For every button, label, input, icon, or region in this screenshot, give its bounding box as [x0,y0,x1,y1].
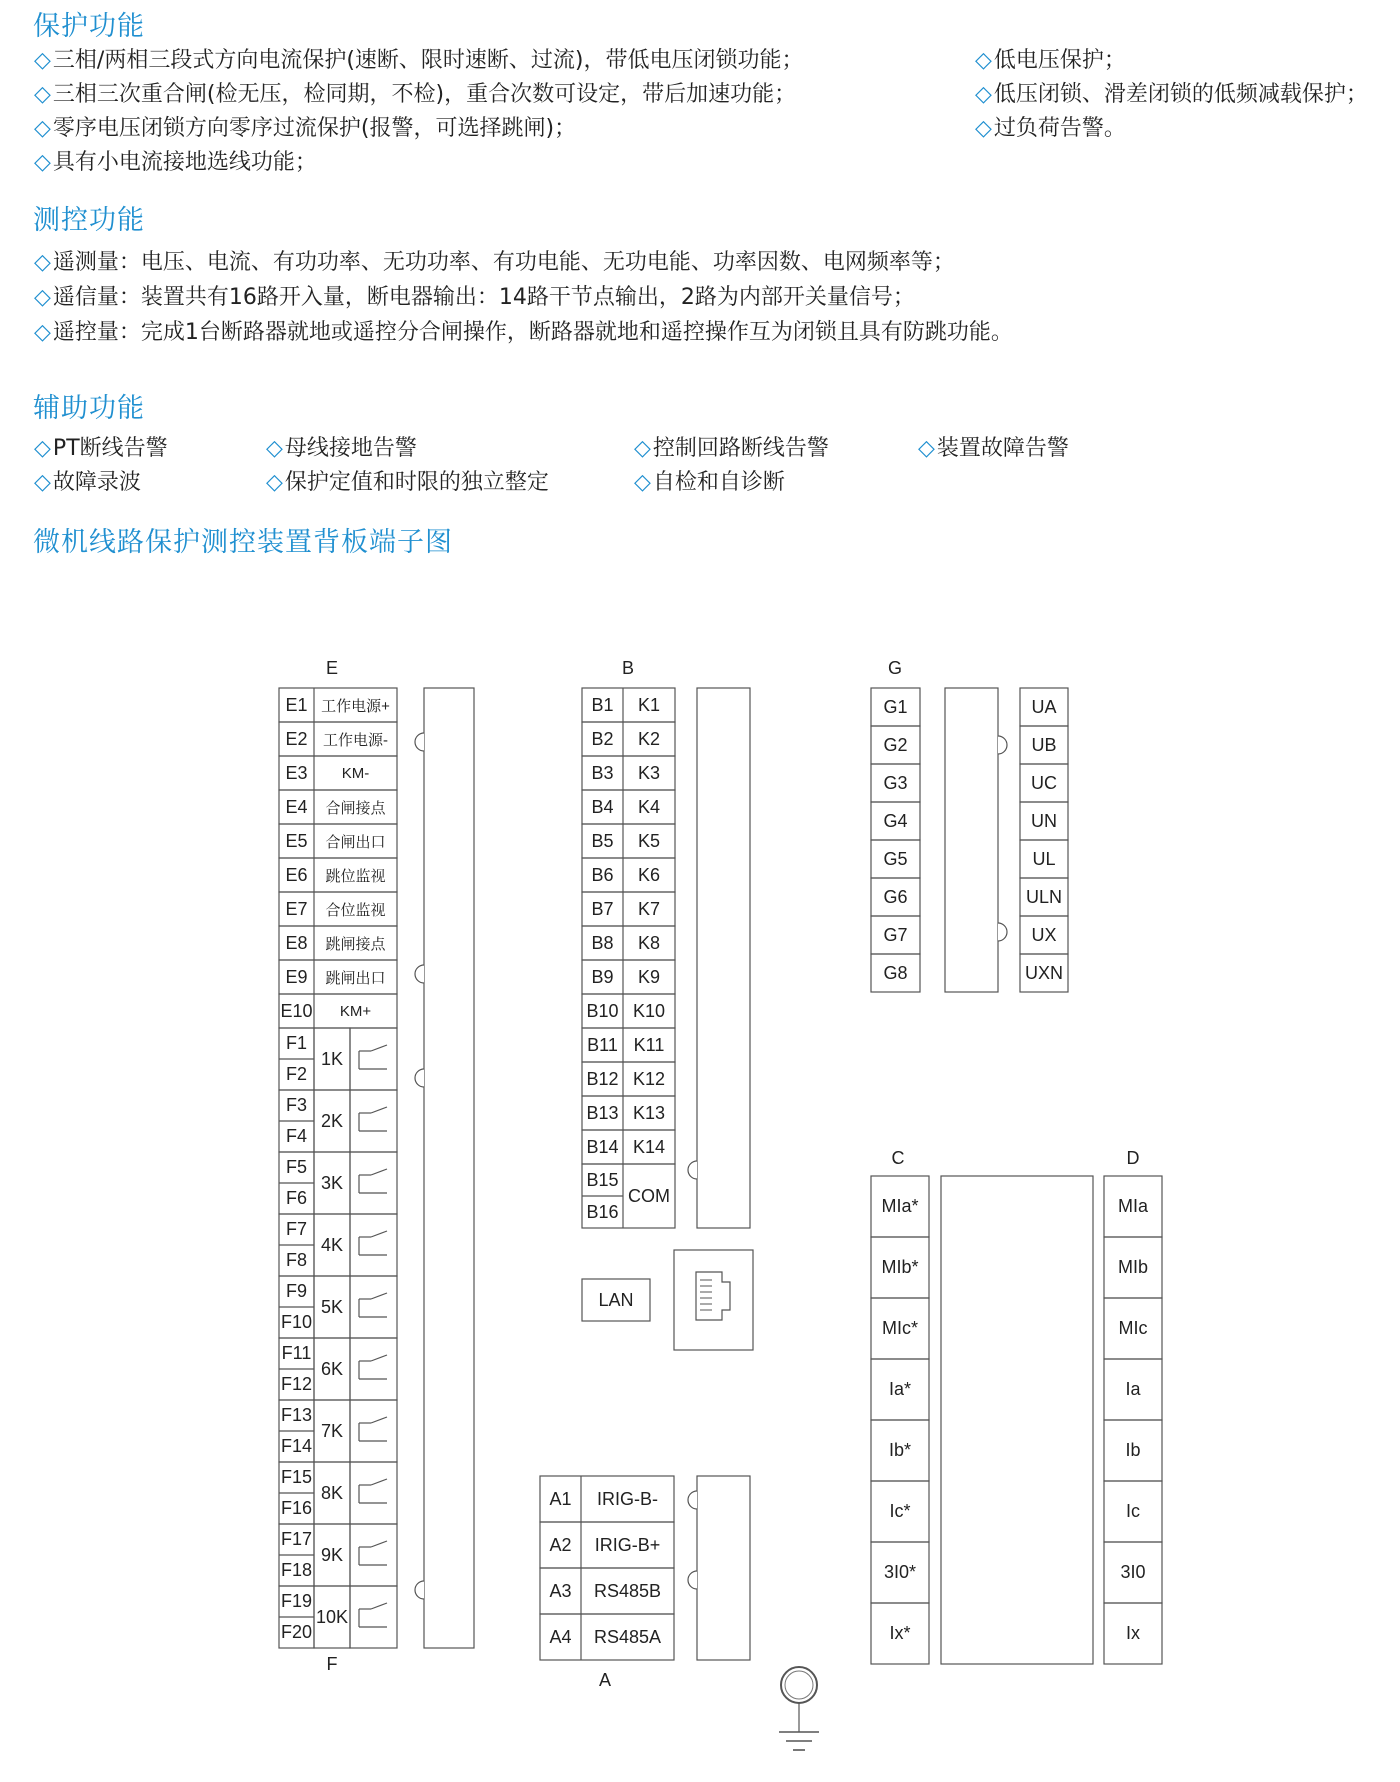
diamond-bullet-icon: ◇ [975,82,992,107]
terminal-pin-G: G3 [883,772,908,793]
diamond-bullet-icon: ◇ [266,436,283,461]
item-text: 故障录波 [52,470,141,495]
terminal-signal-E: KM- [341,764,370,782]
terminal-pin-D: Ic [1125,1501,1140,1521]
diamond-bullet-icon: ◇ [34,470,51,495]
relay-contact-box [350,1028,397,1090]
terminal-pin-G: G2 [883,734,908,755]
control-item [34,245,955,276]
group-label-D: D [1126,1148,1140,1168]
item-text: 三相/两相三段式方向电流保护(速断、限时速断、过流)，带低电压闭锁功能； [52,48,804,73]
diamond-bullet-icon: ◇ [634,470,651,495]
terminal-signal-A: RS485A [593,1626,662,1647]
diamond-bullet-icon: ◇ [34,82,51,107]
terminal-pin-C: Ib* [888,1440,912,1460]
diamond-bullet-icon: ◇ [975,48,992,73]
terminal-signal-A: IRIG-B+ [594,1534,661,1555]
terminal-pin-F: F20 [280,1622,313,1642]
terminal-pin-C: Ix* [889,1623,911,1643]
terminal-pin-E: E2 [285,728,308,749]
terminal-pin-G: G7 [883,924,908,945]
connector-notch [998,736,1007,754]
protection-item [34,77,796,108]
connector-notch [998,923,1007,941]
protection-item [34,111,576,142]
relay-contact-box [350,1152,397,1214]
group-label-F: F [326,1654,338,1674]
terminal-pin-A: A3 [549,1580,572,1601]
terminal-signal-E: 合位监视 [325,901,386,919]
terminal-signal-B: K12 [632,1068,666,1089]
terminal-pin-D: MIa [1117,1196,1148,1216]
item-text: 遥测量：电压、电流、有功功率、无功功率、有功电能、无功电能、功率因数、电网频率等； [52,250,955,275]
relay-contact-icon [371,1107,387,1113]
ground-icon [781,1667,817,1703]
relay-label: 10K [315,1606,349,1627]
relay-label: 7K [320,1420,344,1441]
terminal-pin-D: Ia [1125,1379,1141,1399]
terminal-signal-B: K5 [637,830,661,851]
terminal-signal-B: K4 [637,796,661,817]
terminal-signal-E: 跳位监视 [325,867,386,885]
diamond-bullet-icon: ◇ [918,436,935,461]
terminal-pin-C: Ic* [889,1501,911,1521]
terminal-signal-B: K9 [637,966,661,987]
group-label-C: C [891,1148,905,1168]
diamond-bullet-icon: ◇ [266,470,283,495]
relay-label: 3K [320,1172,344,1193]
terminal-pin-F: F5 [285,1157,307,1177]
terminal-signal-G: UC [1031,772,1057,793]
protection-title: 保护功能 [33,11,145,42]
item-text: 母线接地告警 [284,436,417,461]
relay-contact-icon [371,1231,387,1237]
terminal-pin-D: 3I0 [1120,1562,1146,1582]
relay-contact-icon [371,1417,387,1423]
item-text: 遥控量：完成1台断路器就地或遥控分合闸操作，断路器就地和遥控操作互为闭锁且具有防跳功能。 [52,320,1013,345]
relay-contact-icon [371,1045,387,1051]
diamond-bullet-icon: ◇ [634,436,651,461]
terminal-signal-B: K11 [633,1034,665,1055]
terminal-pin-A: A2 [549,1534,572,1555]
terminal-signal-E: 工作电源- [323,731,388,749]
terminal-signal-B: COM [628,1185,670,1206]
terminal-signal-B: K13 [632,1102,666,1123]
relay-contact-box [350,1214,397,1276]
terminal-pin-D: Ix [1125,1623,1140,1643]
relay-label: 8K [320,1482,344,1503]
terminal-pin-B: B16 [586,1201,619,1222]
terminal-pin-F: F1 [285,1033,307,1053]
terminal-pin-B: B15 [586,1169,619,1190]
diagram-title: 微机线路保护测控装置背板端子图 [33,527,453,558]
terminal-signal-E: 合闸接点 [325,799,386,817]
terminal-pin-D: MIb [1117,1257,1148,1277]
connector-body-E [424,688,474,1648]
terminal-pin-G: G4 [883,810,908,831]
terminal-pin-F: F19 [280,1591,313,1611]
terminal-pin-F: F7 [285,1219,307,1239]
relay-label: 6K [320,1358,344,1379]
relay-contact-box [350,1276,397,1338]
terminal-pin-E: E3 [285,762,308,783]
item-text: 保护定值和时限的独立整定 [284,470,549,495]
control-item [34,315,1013,346]
relay-contact-icon [371,1479,387,1485]
item-text: 低压闭锁、滑差闭锁的低频减载保护； [993,82,1368,107]
terminal-pin-B: B2 [591,728,614,749]
terminal-pin-E: E5 [285,830,308,851]
terminal-pin-G: G6 [883,886,908,907]
auxiliary-item [918,431,1069,462]
terminal-signal-G: UA [1031,696,1057,717]
terminal-pin-F: F16 [280,1498,313,1518]
terminal-pin-B: B7 [591,898,614,919]
terminal-pin-C: MIb* [881,1257,919,1277]
terminal-signal-B: K1 [637,694,661,715]
terminal-pin-B: B12 [586,1068,619,1089]
terminal-pin-A: A4 [549,1626,572,1647]
relay-contact-box [350,1524,397,1586]
group-label-E: E [325,658,339,678]
terminal-pin-B: B8 [591,932,614,953]
terminal-pin-B: B4 [591,796,614,817]
terminal-pin-F: F15 [280,1467,313,1487]
relay-label: 9K [320,1544,344,1565]
terminal-signal-B: K7 [637,898,661,919]
terminal-signal-G: UL [1032,848,1056,869]
lan-label: LAN [598,1289,634,1310]
connector-notch [415,1069,424,1087]
item-text: 零序电压闭锁方向零序过流保护(报警，可选择跳闸)； [52,116,577,141]
terminal-pin-E: E9 [285,966,308,987]
terminal-pin-F: F6 [285,1188,307,1208]
terminal-pin-D: MIc [1118,1318,1148,1338]
protection-item [975,77,1368,108]
group-label-G: G [887,658,903,678]
terminal-signal-B: K2 [637,728,661,749]
terminal-pin-F: F14 [280,1436,313,1456]
relay-contact-icon [371,1293,387,1299]
terminal-signal-B: K14 [632,1136,666,1157]
relay-contact-box [350,1462,397,1524]
terminal-pin-E: E8 [285,932,308,953]
relay-contact-icon [371,1355,387,1361]
relay-contact-box [350,1338,397,1400]
terminal-pin-D: Ib [1125,1440,1141,1460]
item-text: 低电压保护； [993,48,1126,73]
diamond-bullet-icon: ◇ [34,116,51,141]
terminal-pin-F: F9 [285,1281,307,1301]
terminal-signal-E: 合闸出口 [325,833,386,851]
relay-contact-icon [371,1603,387,1609]
terminal-signal-E: 跳闸出口 [325,969,386,987]
terminal-signal-B: K8 [637,932,661,953]
group-label-A: A [598,1670,612,1690]
connector-notch [688,1161,697,1179]
auxiliary-item [634,431,829,462]
protection-item [34,145,317,176]
control-title: 测控功能 [33,205,145,236]
terminal-signal-E: 跳闸接点 [325,935,386,953]
terminal-pin-B: B3 [591,762,614,783]
item-text: 自检和自诊断 [652,470,785,495]
item-text: 装置故障告警 [936,436,1069,461]
relay-contact-box [350,1400,397,1462]
diamond-bullet-icon: ◇ [34,436,51,461]
diamond-bullet-icon: ◇ [975,116,992,141]
terminal-pin-E: E7 [285,898,308,919]
terminal-pin-B: B9 [591,966,614,987]
auxiliary-title: 辅助功能 [33,393,145,424]
terminal-pin-B: B14 [586,1136,619,1157]
control-item [34,280,915,311]
auxiliary-item [266,465,549,496]
terminal-pin-B: B6 [591,864,614,885]
rj45-port-icon [696,1272,730,1320]
auxiliary-item [266,431,417,462]
connector-body-G [945,688,998,992]
group-label-B: B [621,658,635,678]
terminal-pin-C: MIc* [882,1318,918,1338]
terminal-signal-A: IRIG-B- [597,1488,658,1509]
terminal-signal-G: UX [1031,924,1057,945]
terminal-pin-F: F11 [281,1343,312,1363]
connector-body-B [697,688,750,1228]
terminal-pin-C: MIa* [881,1196,919,1216]
item-text: 遥信量：装置共有16路开入量，断电器输出：14路干节点输出，2路为内部开关量信号； [52,285,915,310]
auxiliary-item [34,465,141,496]
connector-notch [415,733,424,751]
terminal-pin-B: B10 [586,1000,619,1021]
terminal-signal-B: K10 [632,1000,666,1021]
terminal-signal-G: UXN [1024,962,1063,983]
terminal-pin-A: A1 [549,1488,572,1509]
terminal-pin-F: F10 [280,1312,313,1332]
terminal-pin-E: E6 [285,864,308,885]
terminal-pin-F: F17 [280,1529,313,1549]
terminal-signal-B: K3 [637,762,661,783]
protection-item [975,111,1126,142]
terminal-pin-F: F8 [285,1250,307,1270]
connector-notch [415,965,424,983]
terminal-pin-G: G8 [883,962,908,983]
relay-contact-box [350,1586,397,1648]
relay-label: 5K [320,1296,344,1317]
terminal-signal-B: K6 [637,864,661,885]
terminal-pin-F: F18 [280,1560,313,1580]
item-text: 具有小电流接地选线功能； [52,150,317,175]
item-text: 控制回路断线告警 [652,436,829,461]
terminal-pin-G: G1 [883,696,908,717]
terminal-pin-E: E4 [285,796,308,817]
relay-label: 4K [320,1234,344,1255]
terminal-pin-G: G5 [883,848,908,869]
diamond-bullet-icon: ◇ [34,320,51,345]
terminal-signal-G: UN [1031,810,1057,831]
protection-item [975,43,1126,74]
terminal-signal-E: KM+ [339,1002,372,1020]
connector-notch [688,1571,697,1589]
auxiliary-item [634,465,785,496]
terminal-signal-E: 工作电源+ [321,697,390,715]
terminal-pin-F: F3 [285,1095,307,1115]
terminal-signal-G: ULN [1025,886,1062,907]
connector-body-A [697,1476,750,1660]
relay-contact-icon [371,1169,387,1175]
connector-notch [415,1581,424,1599]
terminal-pin-B: B5 [591,830,614,851]
diamond-bullet-icon: ◇ [34,48,51,73]
relay-contact-icon [371,1541,387,1547]
relay-label: 1K [320,1048,344,1069]
terminal-pin-C: 3I0* [883,1562,917,1582]
terminal-pin-F: F13 [280,1405,313,1425]
terminal-pin-F: F12 [280,1374,313,1394]
connector-notch [688,1491,697,1509]
ct-module-body [941,1176,1093,1664]
terminal-signal-A: RS485B [593,1580,662,1601]
diamond-bullet-icon: ◇ [34,150,51,175]
terminal-pin-E: E10 [280,1000,313,1021]
terminal-signal-G: UB [1031,734,1057,755]
terminal-pin-B: B11 [587,1034,618,1055]
terminal-pin-C: Ia* [888,1379,912,1399]
item-text: 过负荷告警。 [993,116,1126,141]
relay-contact-box [350,1090,397,1152]
auxiliary-item [34,431,168,462]
item-text: PT断线告警 [52,436,168,461]
protection-item [34,43,804,74]
relay-label: 2K [320,1110,344,1131]
item-text: 三相三次重合闸(检无压，检同期，不检)，重合次数可设定，带后加速功能； [52,82,797,107]
terminal-pin-F: F4 [285,1126,307,1146]
diamond-bullet-icon: ◇ [34,285,51,310]
diamond-bullet-icon: ◇ [34,250,51,275]
terminal-pin-E: E1 [285,694,308,715]
terminal-pin-B: B1 [591,694,614,715]
terminal-pin-F: F2 [285,1064,307,1084]
terminal-pin-B: B13 [586,1102,619,1123]
ground-terminal-icon [785,1671,813,1699]
